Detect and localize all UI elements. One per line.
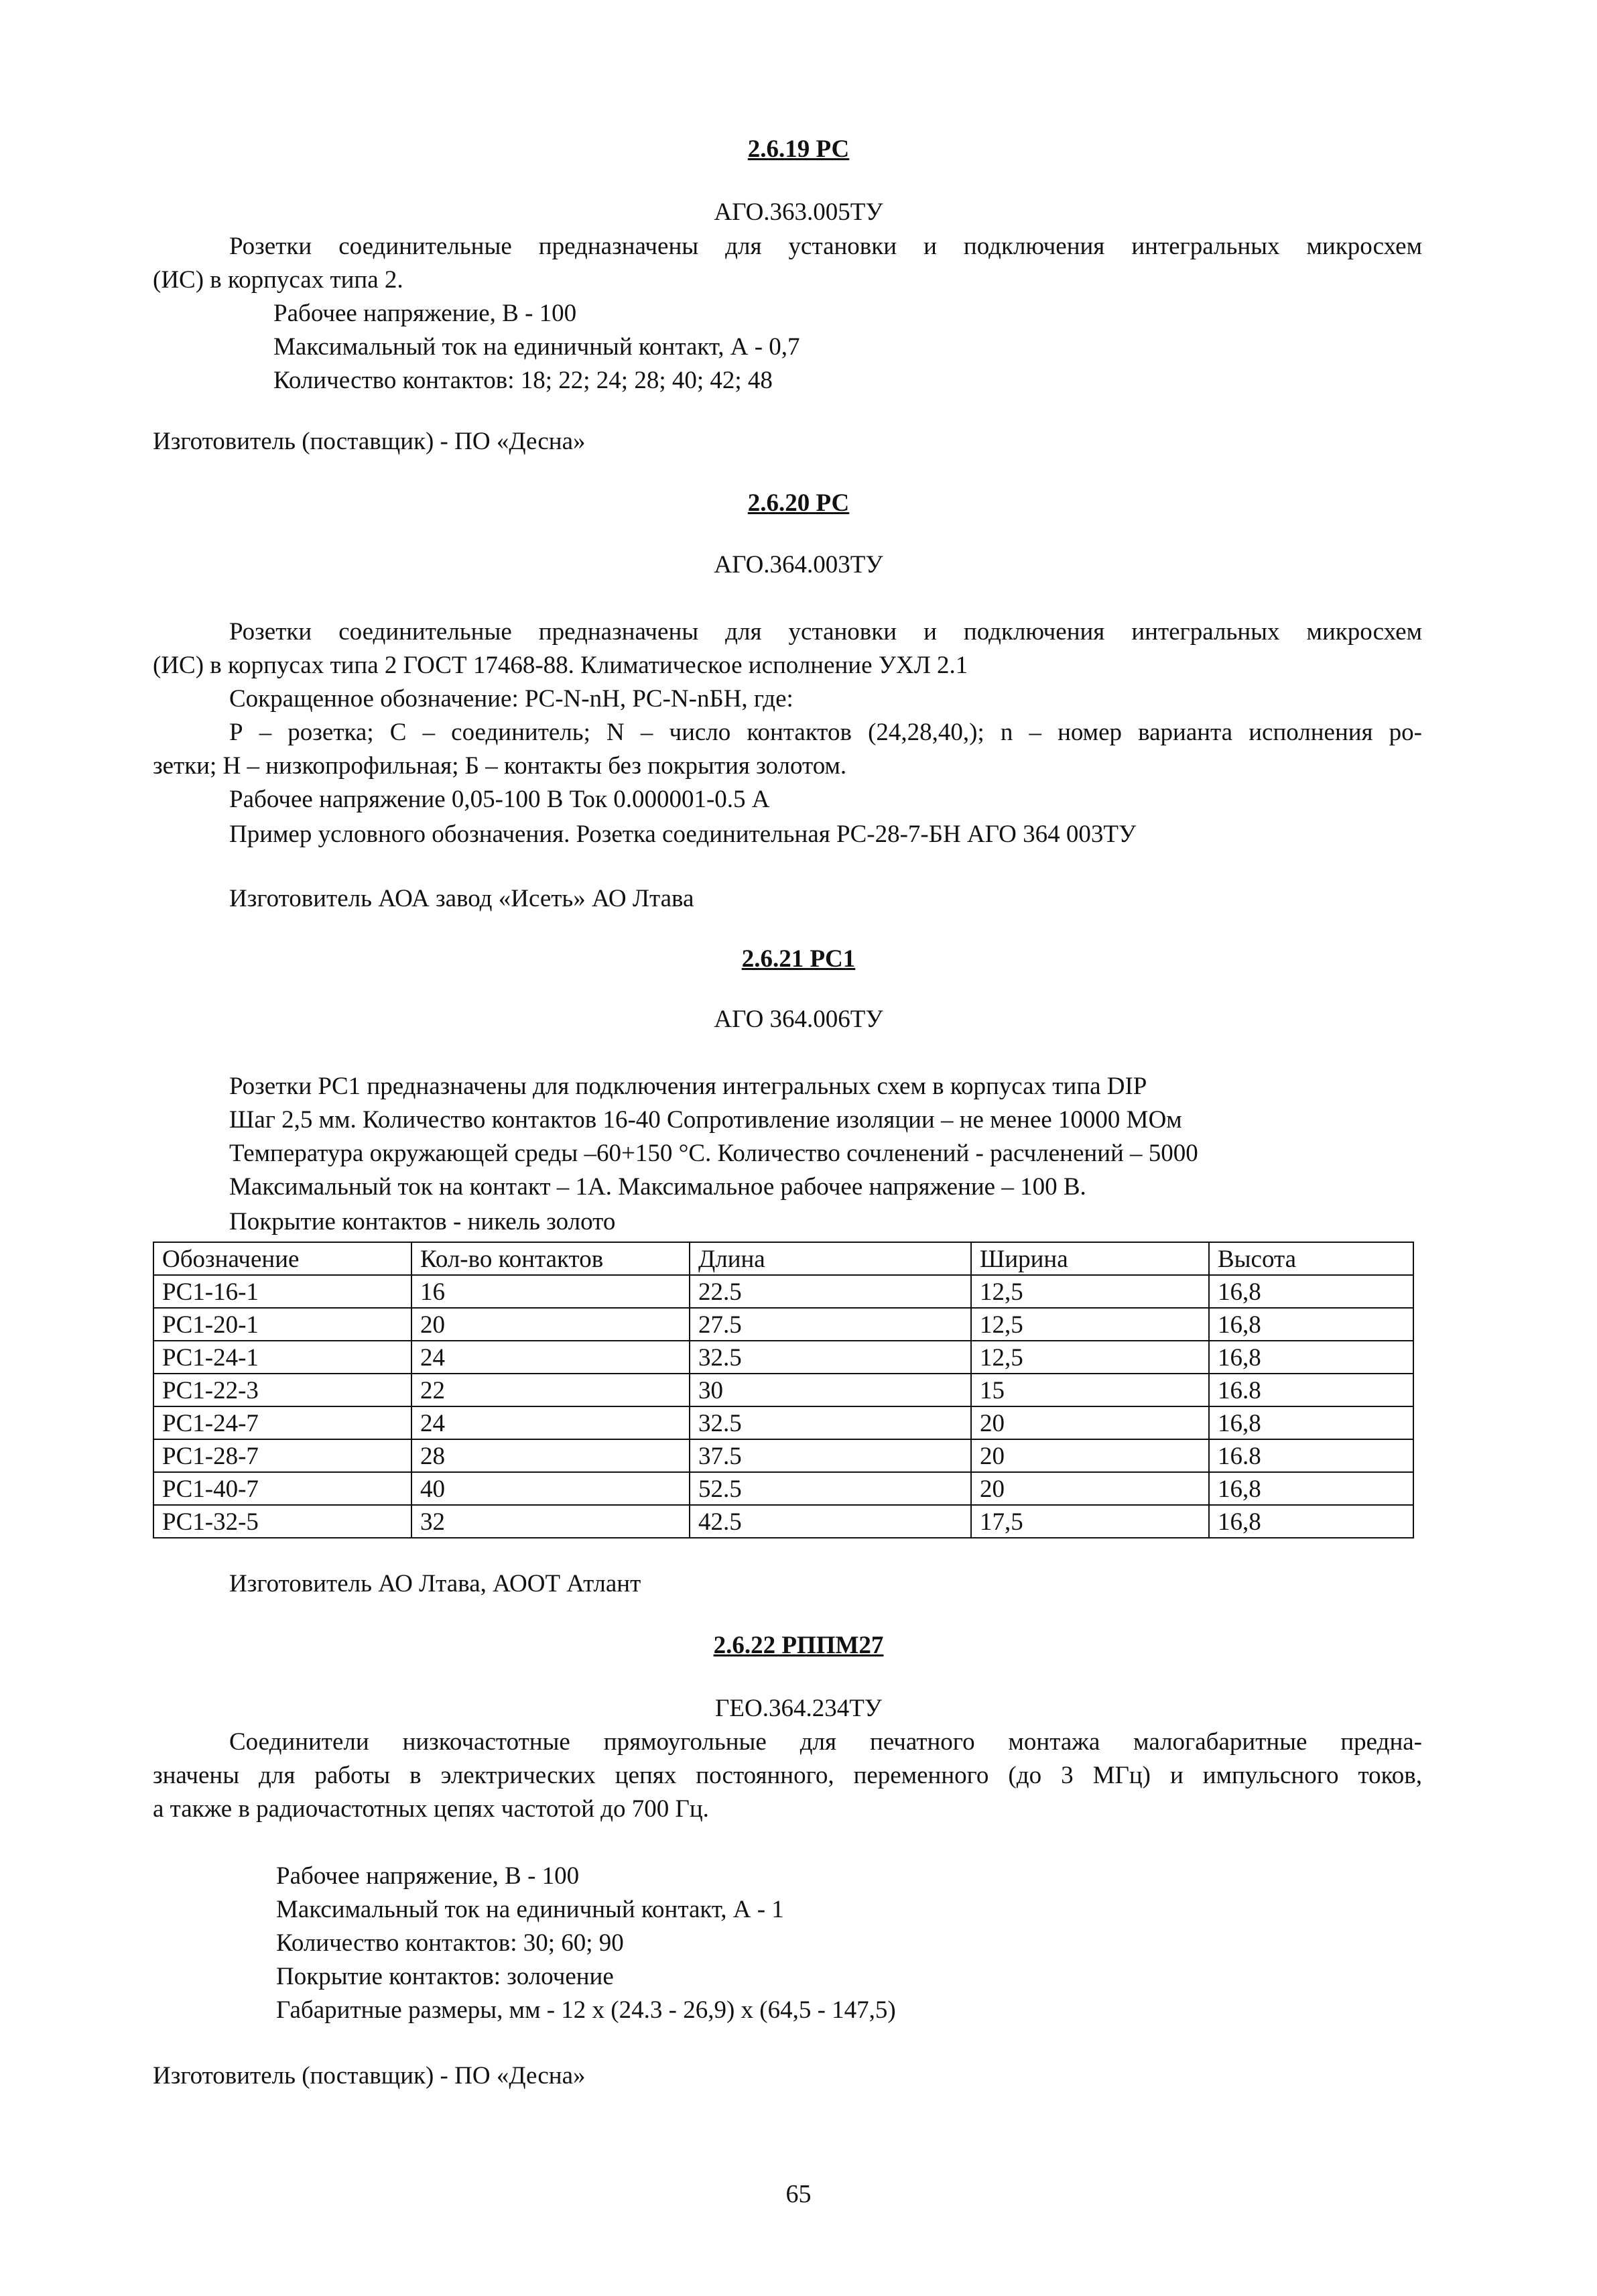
table-cell: 22.5 [690, 1275, 971, 1308]
table-cell: 16,8 [1209, 1341, 1413, 1374]
table-cell: 30 [690, 1374, 971, 1406]
table-cell: 20 [971, 1472, 1209, 1505]
table-cell: 16,8 [1209, 1275, 1413, 1308]
table-cell: PC1-24-7 [153, 1406, 411, 1439]
description-line: Розетки PC1 предназначены для подключения интегральных схем в корпусах типа DIP [229, 1073, 1147, 1100]
header-contacts-count: Кол-во контактов [411, 1242, 690, 1275]
table-cell: 16.8 [1209, 1374, 1413, 1406]
section-title-2-6-21: 2.6.21 PC1 [741, 945, 856, 973]
table-cell: 16,8 [1209, 1472, 1413, 1505]
spec-code-2-6-19: АГО.363.005ТУ [714, 198, 883, 226]
table-cell: 12,5 [971, 1308, 1209, 1341]
header-designation: Обозначение [153, 1242, 411, 1275]
table-row [153, 1341, 1413, 1374]
spec-voltage-current: Рабочее напряжение 0,05-100 В Ток 0.000001-0.5 А [229, 786, 770, 813]
table-cell: 28 [411, 1439, 690, 1472]
table-row [153, 1505, 1413, 1538]
description-line: Розетки соединительные предназначены для установки и подключения интегральных микросхем [229, 618, 1422, 646]
description-line: Розетки соединительные предназначены для установки и подключения интегральных микросхем [229, 233, 1422, 260]
page-number: 65 [785, 2180, 812, 2208]
section-title-2-6-19: 2.6.19 РС [747, 135, 850, 163]
table-cell: PC1-22-3 [153, 1374, 411, 1406]
table-cell: 17,5 [971, 1505, 1209, 1538]
spec-code-2-6-21: АГО 364.006ТУ [714, 1006, 883, 1033]
description-line: а также в радиочастотных цепях частотой до 700 Гц. [153, 1795, 709, 1823]
table-cell: 16,8 [1209, 1505, 1413, 1538]
spec-voltage: Рабочее напряжение, В - 100 [276, 1862, 580, 1890]
table-row [153, 1472, 1413, 1505]
spec-contacts: Количество контактов: 30; 60; 90 [276, 1929, 624, 1957]
table-cell: 12,5 [971, 1275, 1209, 1308]
table-cell: 32 [411, 1505, 690, 1538]
table-cell: PC1-28-7 [153, 1439, 411, 1472]
description-line: Максимальный ток на контакт – 1А. Максимальное рабочее напряжение – 100 В. [229, 1173, 1086, 1201]
spec-dimensions: Габаритные размеры, мм - 12 х (24.3 - 26,9) х (64,5 - 147,5) [276, 1996, 896, 2024]
description-line: (ИС) в корпусах типа 2 ГОСТ 17468-88. Климатическое исполнение УХЛ 2.1 [153, 652, 968, 679]
table-cell: 16,8 [1209, 1308, 1413, 1341]
pc1-dimensions-table [153, 1242, 1414, 1538]
spec-voltage: Рабочее напряжение, В - 100 [273, 300, 577, 327]
table-cell: 27.5 [690, 1308, 971, 1341]
header-length: Длина [690, 1242, 971, 1275]
table-cell: 16.8 [1209, 1439, 1413, 1472]
header-width: Ширина [971, 1242, 1209, 1275]
description-line: Шаг 2,5 мм. Количество контактов 16-40 Сопротивление изоляции – не менее 10000 МОм [229, 1106, 1182, 1134]
table-cell: 22 [411, 1374, 690, 1406]
designation-legend: Р – розетка; С – соединитель; N – число контактов (24,28,40,); n – номер варианта исполнения ро- [229, 719, 1422, 746]
table-cell: PC1-20-1 [153, 1308, 411, 1341]
table-cell: 20 [971, 1439, 1209, 1472]
table-cell: 20 [971, 1406, 1209, 1439]
spec-coating: Покрытие контактов: золочение [276, 1963, 614, 1990]
spec-max-current: Максимальный ток на единичный контакт, А - 0,7 [273, 333, 800, 361]
manufacturer-2-6-21: Изготовитель АО Лтава, АООТ Атлант [229, 1570, 641, 1597]
table-header-row [153, 1242, 1413, 1275]
table-cell: 40 [411, 1472, 690, 1505]
table-cell: 15 [971, 1374, 1209, 1406]
table-cell: PC1-24-1 [153, 1341, 411, 1374]
spec-contacts: Количество контактов: 18; 22; 24; 28; 40; 42; 48 [273, 367, 773, 394]
manufacturer-2-6-19: Изготовитель (поставщик) - ПО «Десна» [153, 428, 586, 455]
description-line: (ИС) в корпусах типа 2. [153, 266, 403, 294]
table-cell: 16,8 [1209, 1406, 1413, 1439]
designation-example: Пример условного обозначения. Розетка соединительная PC-28-7-БН АГО 364 003ТУ [229, 821, 1137, 848]
table-row [153, 1406, 1413, 1439]
table-cell: 24 [411, 1341, 690, 1374]
description-line: значены для работы в электрических цепях постоянного, переменного (до 3 МГц) и импульсного токов, [153, 1762, 1422, 1789]
section-title-2-6-20: 2.6.20 РС [747, 489, 850, 517]
coating-line: Покрытие контактов - никель золото [229, 1208, 616, 1235]
table-cell: PC1-40-7 [153, 1472, 411, 1505]
table-row [153, 1275, 1413, 1308]
spec-max-current: Максимальный ток на единичный контакт, А - 1 [276, 1896, 784, 1923]
spec-code-2-6-22: ГЕО.364.234ТУ [714, 1695, 882, 1722]
table-cell: 37.5 [690, 1439, 971, 1472]
table-cell: 32.5 [690, 1406, 971, 1439]
table-row [153, 1308, 1413, 1341]
spec-code-2-6-20: АГО.364.003ТУ [714, 551, 883, 579]
manufacturer-2-6-22: Изготовитель (поставщик) - ПО «Десна» [153, 2062, 586, 2090]
section-title-2-6-22: 2.6.22 РППМ27 [713, 1632, 884, 1659]
description-line: Температура окружающей среды –60+150 °С. Количество сочленений - расчленений – 5000 [229, 1140, 1198, 1167]
table-cell: 12,5 [971, 1341, 1209, 1374]
designation-legend: зетки; Н – низкопрофильная; Б – контакты без покрытия золотом. [153, 752, 847, 780]
table-cell: PC1-16-1 [153, 1275, 411, 1308]
table-row [153, 1374, 1413, 1406]
short-designation: Сокращенное обозначение: PC-N-nH, PC-N-nБН, где: [229, 685, 793, 713]
header-height: Высота [1209, 1242, 1413, 1275]
table-cell: 32.5 [690, 1341, 971, 1374]
manufacturer-2-6-20: Изготовитель АОА завод «Исеть» АО Лтава [229, 885, 694, 912]
table-cell: 42.5 [690, 1505, 971, 1538]
table-cell: 16 [411, 1275, 690, 1308]
table-cell: PC1-32-5 [153, 1505, 411, 1538]
description-line: Соединители низкочастотные прямоугольные для печатного монтажа малогабаритные предна- [229, 1728, 1422, 1756]
table-cell: 20 [411, 1308, 690, 1341]
table-row [153, 1439, 1413, 1472]
table-cell: 52.5 [690, 1472, 971, 1505]
table-cell: 24 [411, 1406, 690, 1439]
